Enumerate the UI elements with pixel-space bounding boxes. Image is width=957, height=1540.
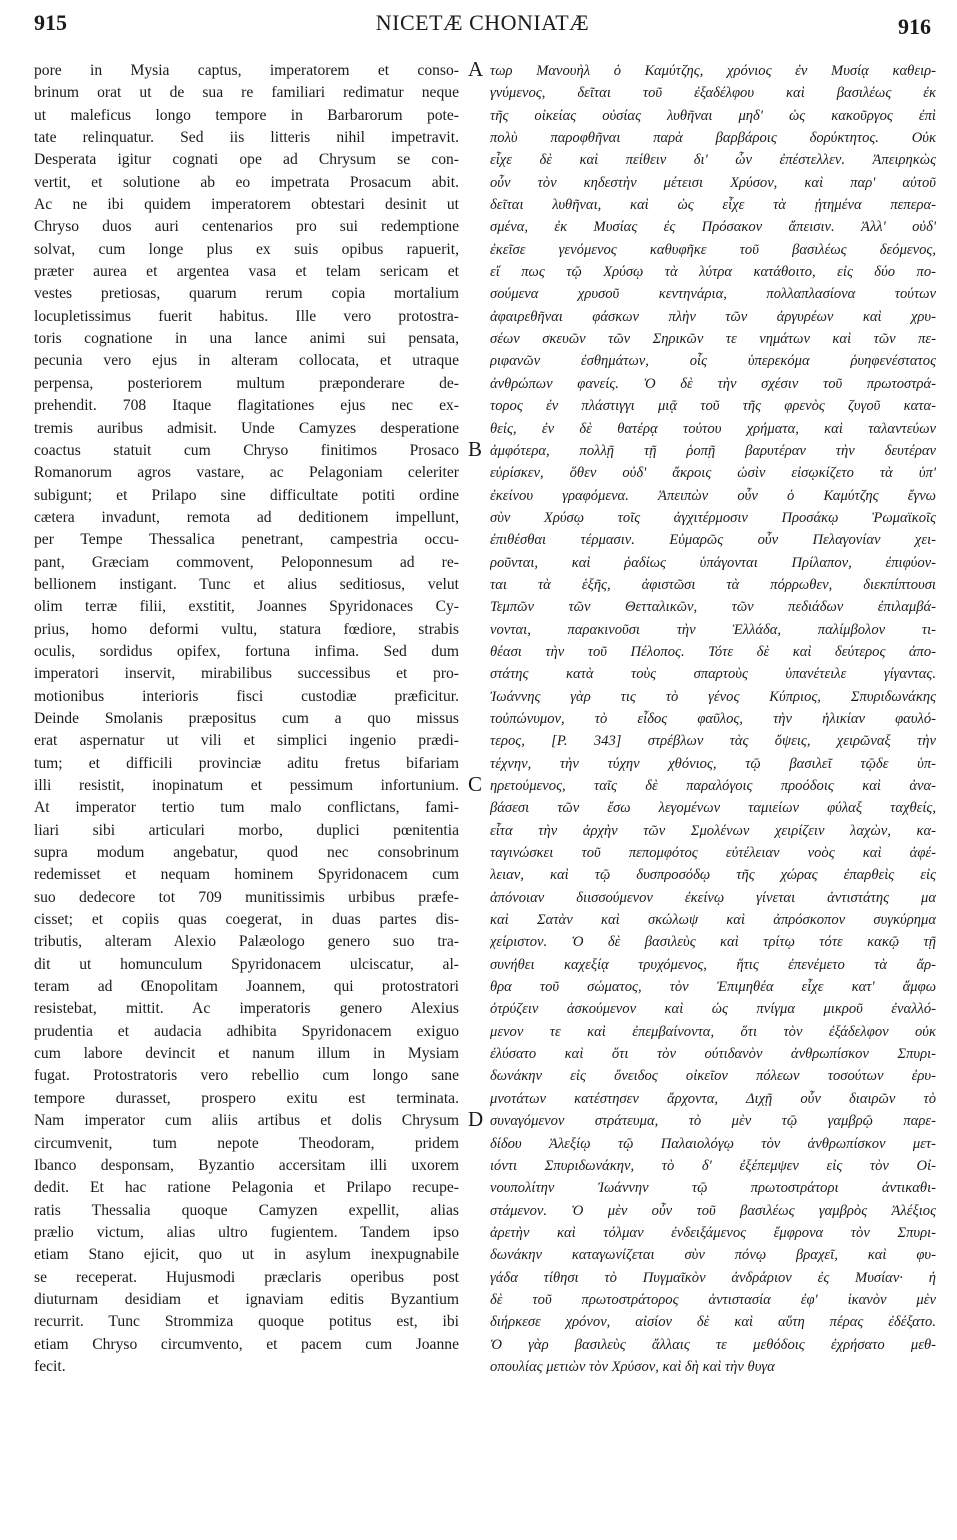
running-header xyxy=(30,6,935,42)
latin-text-line: erat aspernatur ut vili et simplici ingenio prædi- xyxy=(34,732,459,750)
latin-text-line: cisset; et copiis quas coegerat, in duas partes dis- xyxy=(34,911,459,929)
latin-text-line: Chryso duos auri centenarios pro sui redemptione xyxy=(34,218,459,236)
latin-text-line: circumvenit, tum nepote Theodoram, pridem xyxy=(34,1134,459,1152)
greek-text-line: δίδου Ἀλεξίῳ τῷ Παλαιολόγῳ τὸν ἀνθρωπίσκον μετ- xyxy=(490,1135,936,1152)
latin-text-line: ratis Thessalia quoque Camyzen expellit, alias xyxy=(34,1201,459,1219)
greek-text-line: ἀπόνοιαν διισσούμενον ἐκείνῳ γίνεται ἀντιστάτης μα xyxy=(490,889,936,906)
latin-text-line: imperatori inservit, mirabilibus successibus et pro- xyxy=(34,665,459,683)
latin-text-line: subigunt; et Prilapo sine difficultate potiti ordine xyxy=(34,486,459,504)
latin-text-line: etiam Chryso circumvento, et pacem cum Joanne xyxy=(34,1335,459,1353)
latin-text-line: cætera invadunt, remota ad deditionem impellunt, xyxy=(34,508,459,526)
greek-text-line: καὶ Σατὰν καὶ σκώλωψ καὶ ἀπρόσκοπον συγκύρημα xyxy=(490,912,936,929)
greek-text-line: δεῖται λυθῆναι, καὶ ὡς εἶχε τὰ ᾐτημένα πεπερα- xyxy=(490,197,936,214)
latin-text-line: Romanorum agros vastare, ac Pelagoniam celeriter xyxy=(34,464,459,482)
greek-text-line: ἐπιθέσθαι τέρμασιν. Εὐμαρῶς οὖν Πελαγονίαν χει- xyxy=(490,532,936,549)
latin-text-line: pore in Mysia captus, imperatorem et conso- xyxy=(34,62,459,79)
latin-text-line: brinum orat ut de sua re familiari redimatur neque xyxy=(34,84,459,102)
greek-text-line: διήρκεσε χρόνον, αἰσίον δὲ καὶ αὕτη πέρας ἐδέξατο. xyxy=(490,1314,936,1331)
greek-text-line: στάτης κατὰ τοὺς σπαρτοὺς ὑπανέτειλε γίγαντας. xyxy=(490,666,936,683)
latin-text-line: etiam Stano ejicit, quo ut in asylum inexpugnabile xyxy=(34,1246,459,1264)
greek-text-line: σμένα, ἐκ Μυσίας ἐς Πρόσακον ἄπεισιν. Ἀλλ' οὐδ' xyxy=(490,219,936,236)
greek-text-line: σούμενα χρυσοῦ κεντηνάρια, πολλαπλασίονα τούτων xyxy=(490,286,936,303)
greek-text-line: ἐλύσατο καὶ ὅτι τὸν ούτιδανὸν ἀνθρωπίσκον Σπυρι- xyxy=(490,1046,936,1063)
latin-text-line: oculis, sordidus opifex, fortuna infima. Sed dum xyxy=(34,642,459,660)
page-number-right: 916 xyxy=(898,14,931,39)
latin-text-line: præter aurea et argentea vasa et telam sericam et xyxy=(34,263,459,281)
latin-text-line: dit ut homunculum Spyridonacem ulciscatur, al- xyxy=(34,955,459,973)
latin-text-line: vertit, et solutione ab eo impetrata Prosacum abit. xyxy=(34,173,459,191)
greek-text-line: ἀνθρώπων φανείς. Ὁ δὲ τὴν σχέσιν τοῦ πρωτοστρά- xyxy=(490,375,936,392)
greek-text-line: τερος, [P. 343] στρέβλων τὰς ὄψεις, χειρῶναξ τὴν xyxy=(490,733,936,750)
latin-text-line: resistebat, mittit. Ac imperatoris genero Alexius xyxy=(34,1000,459,1018)
latin-text-line: diuturnam desidiam et ignaviam editis Byzantium xyxy=(34,1290,459,1308)
greek-text-line: τέχνην, τὴν τύχην χθόνιος, τῷ βασιλεῖ τῷδε ὑπ- xyxy=(490,755,936,772)
latin-text-line: tum; et difficili provinciæ aditu fretus bifariam xyxy=(34,754,459,772)
latin-text-line: fugat. Protostratoris vero rebellio cum longo sane xyxy=(34,1067,459,1085)
greek-text-line: δὲ τοῦ πρωτοστράτορος ἀντιστασία ἐφ' ἱκανὸν μὲν xyxy=(490,1291,936,1308)
latin-text-line: ut maleficus longo tempore in Barbarorum pote- xyxy=(34,106,459,124)
greek-text-line: τοὐπώνυμον, τὸ εἶδος φαῦλος, τὴν ἡλικίαν φαυλό- xyxy=(490,710,936,727)
greek-text-line: μενον τε καὶ ἐπεμβαίνοντα, ὅτι τὸν ἐξάδελφον οὐκ xyxy=(490,1023,936,1040)
latin-text-line: fecit. xyxy=(34,1357,66,1375)
latin-text-line: At imperator tertio tum malo conflictans, fami- xyxy=(34,799,459,817)
greek-text-line: ριφανῶν ἐσθημάτων, οἷς ὑπερεκόμα ῥυηφενέστατος xyxy=(490,353,936,370)
latin-text-line: teram ad Œnopolitam Joannem, qui protostratori xyxy=(34,978,459,996)
greek-text-line: τωρ Μανουὴλ ὁ Καμύτζης, χρόνιος ἐν Μυσίᾳ καθειρ- xyxy=(490,63,936,79)
greek-text-line: οπουλίας μετιὼν τὸν Χρύσον, καὶ δὴ καὶ τὴν θυγα xyxy=(490,1358,775,1375)
greek-text-line: στάμενον. Ὁ μὲν οὖν τοῦ βασιλέως γαμβρὸς Ἀλέξιος xyxy=(490,1202,936,1219)
latin-text-line: perpensa, posteriorem multum præponderare de- xyxy=(34,374,459,392)
running-title: NICETÆ CHONIATÆ xyxy=(375,10,590,35)
latin-text-line: recurrit. Tunc Strommiza quoque potitus est, ibi xyxy=(34,1313,459,1331)
greek-text-line: τῆς οἰκείας οὐσίας λυθῆναι μηδ' ὡς κακοῦργος ἐπὶ xyxy=(490,107,936,124)
margin-letter: B xyxy=(468,436,483,461)
greek-text-line: νουπολίτην Ἰωάννην τῷ πρωτοστράτορι ἀντικαθι- xyxy=(490,1180,936,1197)
greek-text-line: εὑρίσκεν, ὅθεν οὐδ' ἄκροις ὠσὶν εἰσῳκίζετο τὰ ὑπ' xyxy=(490,465,936,482)
greek-text-line: ροῦνται, καὶ ῥαδίως ὑπάγονται Πρίλαπον, ἐπιφύον- xyxy=(490,554,936,571)
margin-letter: D xyxy=(468,1107,484,1132)
greek-text-line: εἶχε δὲ καὶ πείθειν δι' ὧν ἐπέστελλεν. Ἀπειρηκὼς xyxy=(490,152,936,169)
greek-text-line: σὺν Χρύσῳ τοῖς ἀγχιτέρμοσιν Προσάκῳ Ῥωμαϊκοῖς xyxy=(490,509,936,526)
greek-text-line: εἶτα τὴν ἀρχὴν τῶν Σμολένων χειρίζειν λαχὼν, κα- xyxy=(490,822,936,839)
latin-text-line: coactus statuit cum Chryso finitimos Prosaco xyxy=(34,441,459,459)
latin-text-line: Ac ne ibi quidem imperatorem obtestari desinit ut xyxy=(34,196,459,214)
latin-text-line: motionibus interioris fisci custodiæ præficitur. xyxy=(34,687,459,705)
latin-text-line: suo dedecore tot 709 munitissimis urbibus præfe- xyxy=(34,888,459,906)
greek-text-line: συναγόμενον στράτευμα, τὸ μὲν τῷ γαμβρῷ παρε- xyxy=(490,1113,936,1130)
latin-text-line: prius, homo deformi vultu, statura fœdiore, strabis xyxy=(34,620,459,638)
latin-text-line: Ibanco desponsam, Byzantio accersitam illi uxorem xyxy=(34,1156,459,1174)
greek-text-line: σέων σκευῶν τῶν Σηρικῶν τε νημάτων καὶ τῶν πε- xyxy=(490,331,936,348)
latin-text-line: prudentia et audacia adhibita Spyridonacem exiguo xyxy=(34,1022,459,1040)
greek-text-line: ηρετούμενος, ταῖς δὲ παραλόγοις προόδοις καὶ ἀνα- xyxy=(490,778,936,794)
latin-text-line: olim terræ filii, exstitit, Joannes Spyridonaces Cy- xyxy=(34,598,459,616)
greek-text-line: ἐκείνου γραφόμενα. Ἀπειπὼν οὖν ὁ Καμύτζης ἔγνω xyxy=(490,487,936,504)
latin-text-line: tributis, alteram Alexio Palæologo genero suo tra- xyxy=(34,933,459,951)
latin-column xyxy=(34,60,459,1378)
latin-text-line: pant, Græciam commovent, Peloponnesum ad re- xyxy=(34,553,459,571)
greek-text-line: τορος ἐν πλάστιγγι μιᾷ τοῦ τῆς φρενὸς ζυγοῦ κατα- xyxy=(490,398,936,415)
latin-text-line: Desperata igitur cognati ope ad Chrysum se con- xyxy=(34,151,459,169)
greek-text-line: ἀρετὴν καὶ τόλμαν ἐνδειξάμενος ἔμφρονα τὸν Σπυρι- xyxy=(490,1224,936,1241)
latin-text-line: locupletissimus fuerit habitus. Ille vero protostra- xyxy=(34,307,459,325)
latin-text-line: tremis auribus admisit. Unde Camyzes desperatione xyxy=(34,419,459,437)
latin-text-line: bellionem instigant. Tunc et alius seditiosus, velut xyxy=(34,575,459,593)
greek-text-line: μνοτάτων κατέστησεν ἄρχοντα, Διχῇ οὖν διαιρῶν τὸ xyxy=(490,1090,936,1107)
latin-text-line: per Tempe Thessalica penetrant, campestria occu- xyxy=(34,531,459,549)
greek-text-line: θέασι τὴν τοῦ Πέλοπος. Τότε δὲ καὶ δεύτερος ἀπο- xyxy=(490,643,936,660)
latin-text-line: prehendit. 708 Itaque flagitationes ejus nec ex- xyxy=(34,397,459,415)
greek-text-line: ἀμφότερα, πολλῇ τῇ ῥοπῇ βαρυτέραν τὴν δευτέραν xyxy=(490,442,936,459)
greek-text-line: δωνάκην καταγωνίζεται σὺν πόνῳ βραχεῖ, καὶ φυ- xyxy=(490,1247,936,1264)
greek-text-line: γνύμενος, δεῖται τοῦ ἐξαδέλφου καὶ βασιλέως ἐκ xyxy=(490,85,936,102)
greek-text-line: συνήθει καχεξίᾳ τρυχόμενος, ἥτις ἐπενέμετο τὰ ἄρ- xyxy=(490,956,936,973)
greek-text-line: ταγινώσκει τοῦ πεπομφότος εὐτέλειαν νοὸς καὶ ἀφέ- xyxy=(490,845,936,862)
greek-text-line: θρα τοῦ σώματος, τὸν Ἐπιμηθέα εἶχε κατ' ἄμφω xyxy=(490,979,936,996)
greek-text-line: εἴ πως τῷ Χρύσῳ τὰ λύτρα κατάθοιτο, εἰς δύο πο- xyxy=(490,264,936,281)
greek-text-line: Ἰωάννης γὰρ τις τὸ γένος Κύπριος, Σπυριδωνάκης xyxy=(490,688,936,705)
latin-text-line: tempore durasset, prospero exitu est terminata. xyxy=(34,1089,459,1107)
greek-text-line: νονται, παρακινοῦσι τὴν Ἑλλάδα, παλίμβολον τι- xyxy=(490,621,936,638)
latin-text-line: vestes pretiosas, quarum rerum copia mortalium xyxy=(34,285,459,303)
latin-text-line: illi resistit, inopinatum et pessimum infortunium. xyxy=(34,777,459,794)
latin-text-line: dedit. Et hac ratione Pelagonia et Prilapo recupe- xyxy=(34,1179,459,1197)
greek-text-line: χείριστον. Ὁ δὲ βασιλεὺς καὶ τρίτῳ τότε κακῷ τῇ xyxy=(490,934,936,951)
latin-text-line: tate relinquatur. Sed iis litteris nihil impetravit. xyxy=(34,129,459,147)
latin-text-line: pecunia vero ejus in alteram collocata, et utraque xyxy=(34,352,459,370)
margin-letter: A xyxy=(468,57,484,81)
greek-text-line: ται τὰ ἑξῆς, ἀφιστῶσι τὰ πόρρωθεν, διεκπίπτουσι xyxy=(490,576,936,593)
latin-text-line: se receperat. Hujusmodi præclaris operibus post xyxy=(34,1268,459,1286)
greek-text-line: ιόντι Σπυριδωνάκην, τὸ δ' ἐξέπεμψεν εἰς τὸν Οἰ- xyxy=(490,1157,936,1174)
latin-text-line: supra modum angebatur, quod nec consobrinum xyxy=(34,844,459,862)
latin-text-line: solvat, cum longe plus ex suis opibus rapuerit, xyxy=(34,240,459,258)
greek-text-line: θείς, ἐν δὲ θατέρᾳ τούτου χρήματα, καὶ ταλαντεύων xyxy=(490,420,936,437)
greek-text-line: γάδα τίθησι τὸ Πυγμαῖκὸν ἀνδράριον ἐς Μυσίαν· ἡ xyxy=(490,1269,936,1286)
latin-text-line: toris cognatione in una lance animi sui pensata, xyxy=(34,330,459,348)
margin-letter: C xyxy=(468,772,483,797)
greek-text-line: ἀφαιρεθῆναι φάσκων πλὴν τῶν ἀργυρέων καὶ χρυ- xyxy=(490,308,936,325)
greek-text-line: Τεμπῶν τῶν Θετταλικῶν, τῶν πεδιάδων ἐπιλαμβά- xyxy=(490,599,936,616)
greek-text-line: βάσεσι τῶν ἔσω λεγομένων ταμιείων φύλαξ ταχθείς, xyxy=(490,800,936,817)
greek-text-line: Ὁ γὰρ βασιλεὺς ἄλλαις τε μεθόδοις ἐχρήσατο μεθ- xyxy=(490,1336,936,1353)
greek-text-line: πολὺ παροφθῆναι παρὰ βαρβάροις δορύκτητος. Οὐκ xyxy=(490,130,936,147)
latin-text-line: cum labore devincit et nanum illum in Mysiam xyxy=(34,1045,459,1063)
latin-text-line: Deinde Smolanis præpositus cum a quo missus xyxy=(34,709,459,727)
greek-column xyxy=(490,60,936,1378)
greek-text-line: λειαν, καὶ τῷ δυσπροσόδῳ τῆς χώρας ἐπαρθεὶς εἰς xyxy=(490,867,936,884)
page-number-left: 915 xyxy=(34,10,67,35)
greek-text-line: ὀτρύζειν ἀσκούμενον καὶ ὡς πνίγμα μικροῦ ἐναλλό- xyxy=(490,1001,936,1018)
latin-text-line: prælio victum, alias ultro fugientem. Tandem ipso xyxy=(34,1223,459,1241)
greek-text-line: οὖν τὸν κηδεστὴν μέτεισι Χρύσον, καὶ παρ' αὐτοῦ xyxy=(490,174,936,191)
latin-text-line: liari sibi articulari morbo, duplici pœnitentia xyxy=(34,821,459,839)
latin-text-line: Nam imperator cum aliis artibus et dolis Chrysum xyxy=(34,1112,459,1130)
greek-text-line: ἐκεῖσε γενόμενος καθυφῆκε τοῦ βασιλέως δεόμενος, xyxy=(490,241,936,258)
greek-text-line: δωνάκην εἰς ὄνειδος οἰκεῖον πόλεων τοσούτων ἐρυ- xyxy=(490,1068,936,1085)
latin-text-line: redemisset et nequam hominem Spyridonacem cum xyxy=(34,866,459,884)
